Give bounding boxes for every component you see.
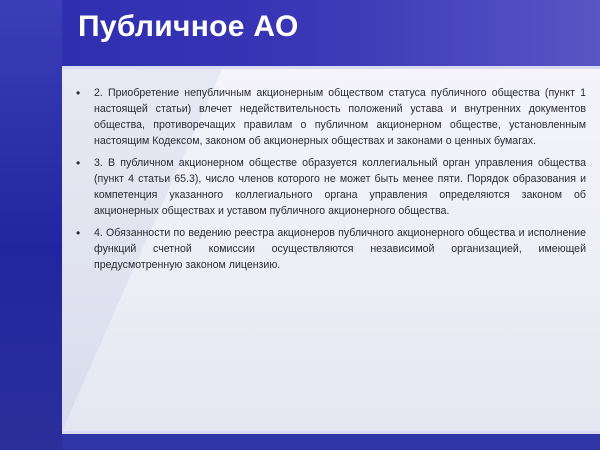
bullet-item-2 <box>76 155 586 219</box>
slide-title: Публичное АО <box>78 10 299 43</box>
left-decorative-band <box>0 0 62 450</box>
bullet-item-3 <box>76 225 586 273</box>
bullet-icon: • <box>76 156 81 170</box>
bullet-text: 3. В публичном акционерном обществе образуется коллегиальный орган управления общества (пункт 4 статьи 65.3), число членов которого не может быть менее пяти. Порядок образования и компетенция указанного коллегиального органа управления определяются законом об акционерных обществах и уставом публичного акционерного общества. <box>94 157 586 217</box>
bullet-text: 2. Приобретение непубличным акционерным обществом статуса публичного общества (пункт 1 настоящей статьи) влечет недействительность положений устава и внутренних документов общества, противоречащих правилам о публичном акционерном обществе, установленным настоящим Кодексом, законом об акционерных обществах и законами о ценных бумагах. <box>94 87 586 147</box>
bullet-icon: • <box>76 86 81 100</box>
bullet-icon: • <box>76 226 81 240</box>
bullet-text: 4. Обязанности по ведению реестра акционеров публичного акционерного общества и исполнение функций счетной комиссии осуществляются независимой организацией, имеющей предусмотренную законом лицензию. <box>94 227 586 271</box>
bottom-bar <box>62 434 600 450</box>
bullet-list <box>76 85 586 279</box>
bullet-item-1 <box>76 85 586 149</box>
